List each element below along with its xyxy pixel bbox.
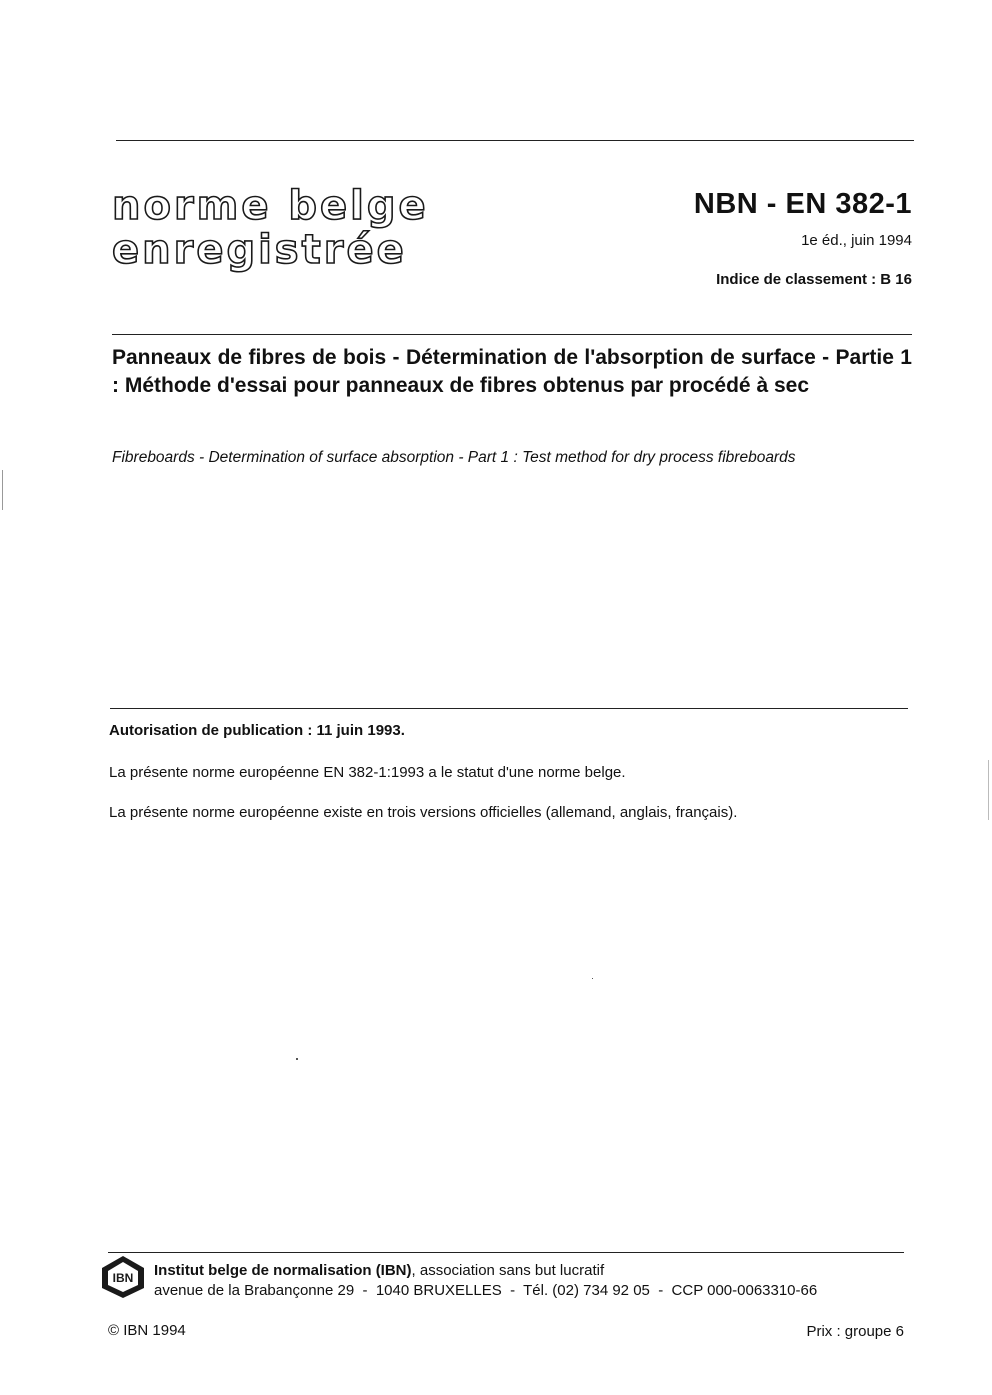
scan-speck — [988, 760, 989, 820]
brand-line-2: enregistrée — [112, 227, 407, 273]
ibn-logo-icon — [100, 1254, 146, 1300]
scan-speck — [296, 1058, 298, 1060]
top-rule — [116, 140, 914, 141]
institute-line — [154, 1262, 604, 1279]
versions-text: La présente norme européenne existe en trois versions officielles (allemand, anglais, français). — [109, 804, 738, 821]
authorization-text: Autorisation de publication : 11 juin 1993. — [109, 722, 405, 739]
edition-date: 1e éd., juin 1994 — [801, 232, 912, 249]
english-title: Fibreboards - Determination of surface absorption - Part 1 : Test method for dry process fibreboards — [112, 449, 796, 466]
scan-speck — [592, 978, 593, 979]
french-title: Panneaux de fibres de bois - Détermination de l'absorption de surface - Partie 1 : Méthode d'essai pour panneaux de fibres obtenus par procédé à sec — [112, 346, 912, 397]
status-text: La présente norme européenne EN 382-1:1993 a le statut d'une norme belge. — [109, 764, 626, 781]
ibn-logo-text: IBN — [112, 1271, 134, 1285]
footer-rule — [108, 1252, 904, 1253]
scan-speck — [2, 470, 3, 510]
price-group-text: Prix : groupe 6 — [806, 1323, 904, 1340]
copyright-text: © IBN 1994 — [108, 1322, 186, 1339]
standard-number: NBN - EN 382-1 — [693, 188, 912, 220]
classification-index: Indice de classement : B 16 — [716, 271, 912, 288]
institute-description: , association sans but lucratif — [411, 1262, 605, 1279]
body-rule — [110, 708, 908, 709]
title-rule — [112, 334, 912, 335]
brand-line-1: norme belge — [112, 183, 429, 229]
institute-address: avenue de la Brabançonne 29 - 1040 BRUXELLES - Tél. (02) 734 92 05 - CCP 000-0063310-66 — [154, 1282, 818, 1299]
institute-name: Institut belge de normalisation (IBN) — [154, 1262, 412, 1279]
